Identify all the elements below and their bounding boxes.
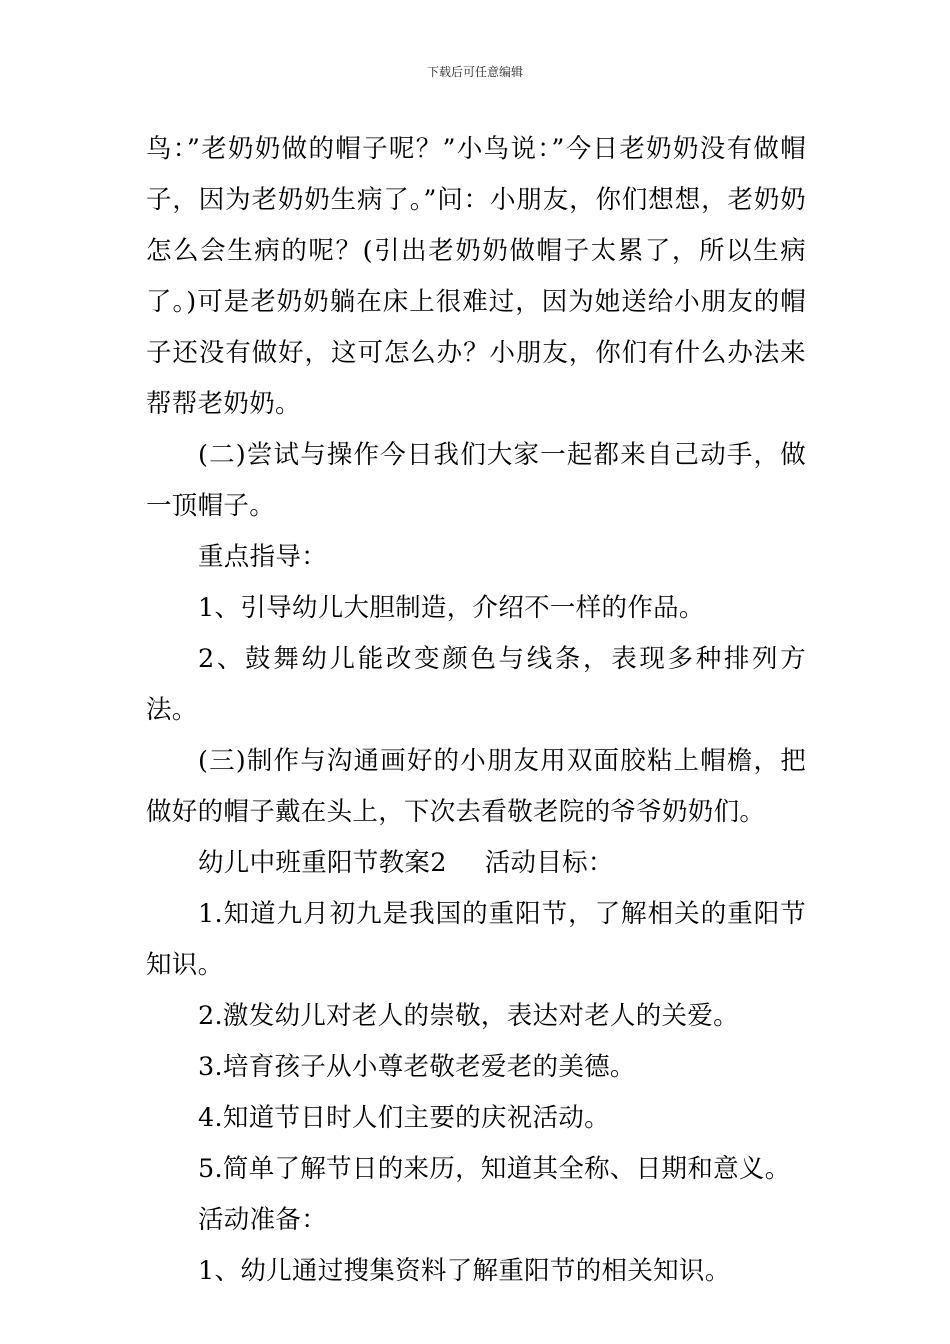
paragraph-guidance-2: 2、鼓舞幼儿能改变颜色与线条，表现多种排列方法。 xyxy=(146,644,806,725)
paragraph-objective-2: 2.激发幼儿对老人的崇敬，表达对老人的关爱。 xyxy=(198,1001,739,1031)
objectives-heading: 活动目标： xyxy=(484,848,614,878)
paragraph-story: 鸟：”老奶奶做的帽子呢？”小鸟说：”今日老奶奶没有做帽子，因为老奶奶生病了。”问：小朋友，你们想想，老奶奶怎么会生病的呢？(引出老奶奶做帽子太累了，所以生病了。)可是老奶奶躺在床上很难过，因为她送给小朋友的帽子还没有做好，这可怎么办？小朋友，你们有什么办法来帮帮老奶奶。 xyxy=(146,134,806,419)
paragraph-step-three: (三)制作与沟通画好的小朋友用双面胶粘上帽檐，把做好的帽子戴在头上，下次去看敬老院的爷爷奶奶们。 xyxy=(146,746,806,827)
paragraph-preparation-1: 1、幼儿通过搜集资料了解重阳节的相关知识。 xyxy=(198,1256,731,1286)
paragraph-objective-1: 1.知道九月初九是我国的重阳节，了解相关的重阳节知识。 xyxy=(146,899,806,980)
paragraph-objective-3: 3.培育孩子从小尊老敬老爱老的美德。 xyxy=(198,1052,636,1082)
paragraph-guidance-1: 1、引导幼儿大胆制造，介绍不一样的作品。 xyxy=(198,593,705,623)
page-header: 下载后可任意编辑 xyxy=(426,65,523,79)
paragraph-key-guidance: 重点指导： xyxy=(198,542,328,572)
paragraph-objective-5: 5.简单了解节日的来历，知道其全称、日期和意义。 xyxy=(198,1154,791,1184)
paragraph-objective-4: 4.知道节日时人们主要的庆祝活动。 xyxy=(198,1103,610,1133)
paragraph-step-two: (二)尝试与操作今日我们大家一起都来自己动手，做一顶帽子。 xyxy=(146,440,806,521)
document-body xyxy=(146,124,806,1297)
lesson-title: 幼儿中班重阳节教案2 xyxy=(198,848,447,878)
paragraph-lesson-title xyxy=(146,838,806,889)
paragraph-preparation-heading: 活动准备： xyxy=(198,1205,328,1235)
